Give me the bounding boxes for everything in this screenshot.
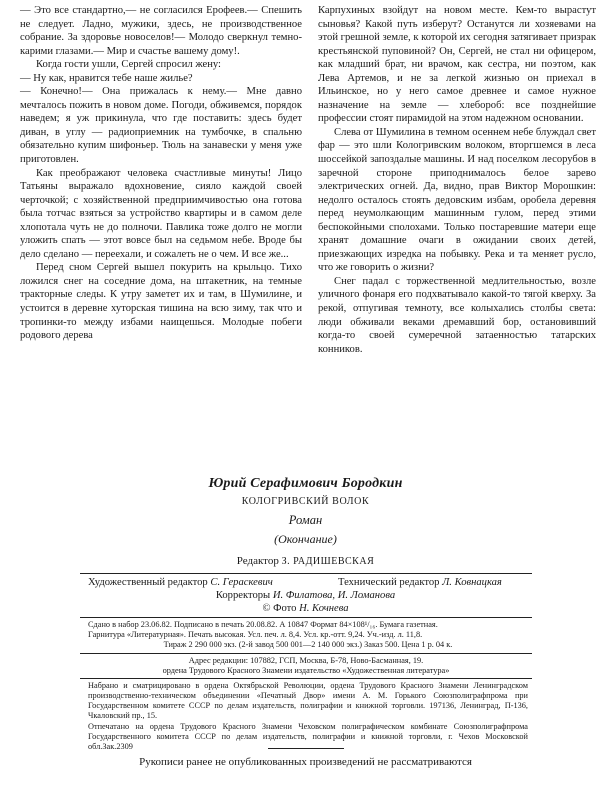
print-details-line: Сдано в набор 23.06.82. Подписано в печать 20.08.82. А 10847 Формат 84×108¹/₁₆. Бумага газетная. (88, 620, 438, 629)
paragraph: Как преображают человека счастливые минуты! Лицо Татьяны выражало вдохновение, сияло каждой своей черточкой; с хозяйственной предприимчивостью она готова была тотчас взяться за устройство квартиры и в самом деле хлопотала чуть не до полночи. Павлика тоже долго не могли уложить спать — этот вовсе был на седьмом небе. Вроде бы дело сделано — переехали, и сожалеть не о чем. И все же... (20, 167, 302, 260)
printing-note: Набрано и сматрицировано в ордена Октябрьской Революции, ордена Трудового Красного Знамени Ленинградском производственно-техническом объединении «Печатный Двор» имени А. М. Горького Союзполиграфпрома при Государственном комитете СССР по делам издательств, полиграфии и книжной торговли. 197136, Ленинград, П-136, Чкаловский пр., 15. (88, 681, 528, 720)
footer-note: Рукописи ранее не опубликованных произведений не рассматриваются (139, 756, 472, 768)
right-column (318, 4, 596, 356)
paragraph: Перед сном Сергей вышел покурить на крыльцо. Тихо ложился снег на соседние дома, на штакетник, на темные тракторные следы. К утру заметет их и там, в Шумилине, и устоится в деревне хуторская тишина на всю зиму, так что и тропинки-то между избами наищешься. Молодые побеги родового дерева (20, 262, 302, 342)
paragraph: — Конечно!— Она прижалась к нему.— Мне давно мечталось пожить в новом доме. Погоди, обживемся, порядок наведем; я уж прикинула, что где поставить: здесь будет диван, в углу — радиоприемник на тумбочке, в спальню обязательно купим шифоньер. Тюль на занавески у меня уже приготовлен. (20, 86, 302, 166)
genre-label: Роман (288, 513, 323, 527)
art-editor-credit: Художественный редактор С. Гераскевич (88, 577, 273, 588)
correctors-credit: Корректоры И. Филатова, И. Ломанова (215, 590, 396, 601)
printing-note: Отпечатано на ордена Трудового Красного Знамени Чеховском полиграфическом комбинате Союзполиграфпрома Государственного комитета СССР по делам издательств, полиграфии и книжной торговли, г. Чехов Московской обл.Зак.2309 (88, 722, 528, 751)
print-details-line: Тираж 2 290 000 экз. (2-й завод 500 001—2 140 000 экз.) Заказ 500. Цена 1 р. 04 к. (163, 639, 453, 649)
author-name: Юрий Серафимович Бородкин (208, 476, 403, 491)
address-line: Адрес редакции: 107882, ГСП, Москва, Б-78, Ново-Басманная, 19. (188, 656, 424, 665)
paragraph: — Это все стандартно,— не согласился Ерофеев.— Спешить не следует. Ладно, мужики, здесь, не производственное собрание. За здоровье новоселов!— Молодо сверкнул темно-карими глазами.— Мир и счастье вашему дому!. (20, 5, 302, 57)
tech-editor-credit: Технический редактор Л. Ковнацкая (338, 577, 502, 588)
paragraph: — Ну как, нравится тебе наше жилье? (20, 72, 193, 84)
editor-line (0, 555, 611, 567)
divider (268, 748, 344, 749)
divider (80, 678, 532, 679)
editor-label: Редактор (236, 555, 279, 567)
paragraph: Карпухиных взойдут на новом месте. Кем-то вырастут сыновья? Какой путь изберут? Останутся ли хозяевами на этой грешной земле, к которой их сегодня затягивает призрак крестьянской пуповиной? Он, Сергей, не стал ни офицером, как младший брат, ни врачом, как сестра, ни поэтом, как Лева Артемов, и не за легкой жизнью он приехал в Ильинское, но у него самое древнее и самое нужное назначение на земле — хлебороб: все позднейшие профессии стоят пирамидой на этом надежном основании. (318, 5, 596, 125)
left-column (20, 4, 302, 343)
address-line: ордена Трудового Красного Знамени издательство «Художественная литература» (162, 665, 450, 675)
divider (80, 573, 532, 574)
editor-name: З. РАДИШЕВСКАЯ (281, 556, 375, 567)
paragraph: Снег падал с торжественной медлительностью, возле уличного фонаря его подхватывало какой-то тягой кверху. За рекой, отпугивая темноту, все колыхались столбы света: люди обживали веками дремавший бор, остановивший когда-то своей сумеречной затаенностью татарских конников. (318, 275, 596, 355)
paragraph: Когда гости ушли, Сергей спросил жену: (36, 59, 221, 71)
ending-note: (Окончание) (274, 532, 337, 546)
paragraph: Слева от Шумилина в темном осеннем небе блуждал свет фар — это шли Кологривским волоком, вторгшемся в леса шоссейкой запоздалые машины. И над поселком лесорубов в заречной стороне приподнималось белое зарево электрических огней. Да, видно, прав Виктор Морошкин: недолго осталось стоять дедовским избам, оробела деревня перед неумолкающим машинным гулом, перед этими беспокойными сполохами. Только постаревшие матери еще хранят домашние очаги в ожидании своих детей, приезжающих изредка на побывку. Река и та меняет русло, что же говорить о жизни? (318, 126, 596, 274)
photo-credit: © Фото Н. Кочнева (262, 603, 349, 614)
book-title: КОЛОГРИВСКИЙ ВОЛОК (241, 496, 370, 507)
address-block (80, 656, 532, 676)
print-details (88, 620, 528, 650)
print-details-line: Гарнитура «Литературная». Печать высокая. Усл. печ. л. 8,4. Усл. кр.-отт. 9,24. Уч.-изд. л. 11,8. (88, 629, 423, 639)
divider (80, 653, 532, 654)
divider (80, 617, 532, 618)
